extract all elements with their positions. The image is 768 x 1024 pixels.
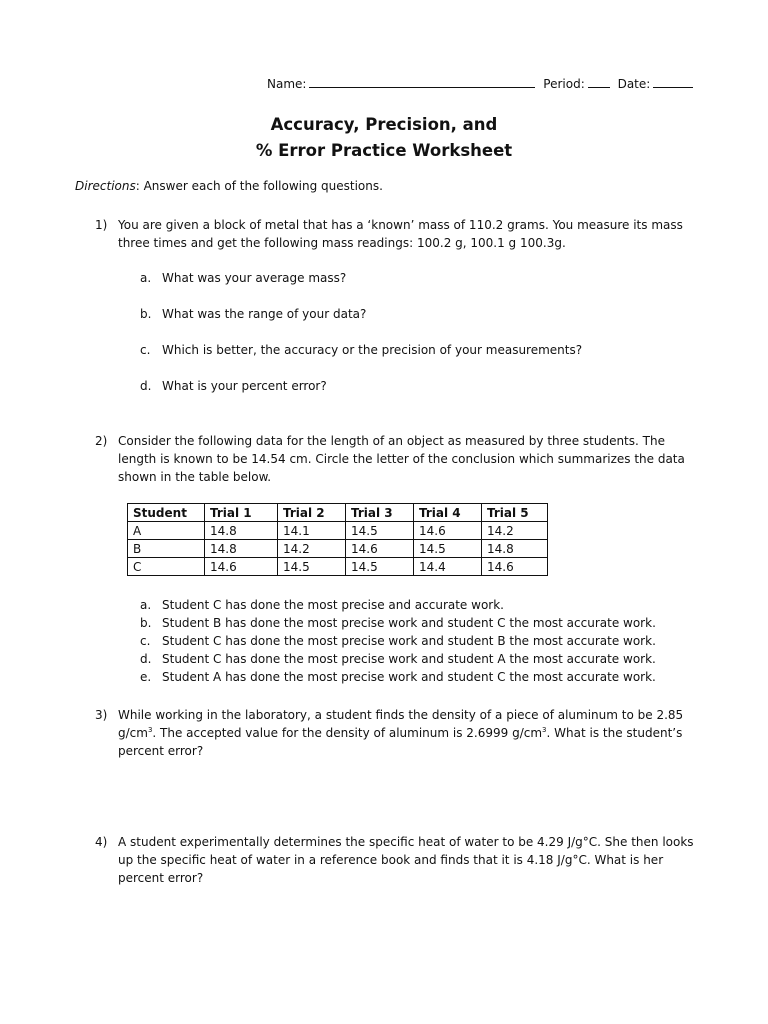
q2-option-b[interactable]: [140, 616, 656, 630]
q1-sub-c: [140, 343, 582, 357]
question-2: [95, 432, 705, 486]
period-blank: [588, 76, 610, 88]
table-header-row: [128, 504, 548, 522]
sub-letter: a.: [140, 271, 152, 285]
option-letter: e.: [140, 670, 152, 684]
sub-text: What was the range of your data?: [162, 307, 367, 321]
table-cell: 14.2: [482, 522, 548, 540]
option-text: Student C has done the most precise work and student A the most accurate work.: [162, 652, 656, 666]
option-text: Student C has done the most precise work and student B the most accurate work.: [162, 634, 656, 648]
option-text: Student C has done the most precise and accurate work.: [162, 598, 504, 612]
question-number: 2): [95, 434, 108, 448]
question-4: [95, 833, 705, 887]
q1-sub-b: [140, 307, 366, 321]
column-header: Trial 2: [278, 504, 346, 522]
column-header: Trial 3: [346, 504, 414, 522]
table-cell: 14.4: [414, 558, 482, 576]
worksheet-title-line1: Accuracy, Precision, and: [270, 115, 498, 134]
table-cell: 14.6: [346, 540, 414, 558]
question-3: [95, 706, 705, 760]
directions: [75, 179, 383, 193]
question-text: [118, 706, 705, 760]
question-text: You are given a block of metal that has a ‘known’ mass of 110.2 grams. You measure its mass three times and get the following mass readings: 100.2 g, 100.1 g 100.3g.: [118, 218, 683, 250]
sub-text: Which is better, the accuracy or the precision of your measurements?: [162, 343, 583, 357]
name-blank: [309, 76, 535, 88]
table-cell: 14.5: [278, 558, 346, 576]
q2-option-d[interactable]: [140, 652, 656, 666]
sub-text: What was your average mass?: [162, 271, 347, 285]
name-label: Name:: [267, 77, 307, 91]
table-cell: 14.8: [205, 522, 278, 540]
sub-text: What is your percent error?: [162, 379, 327, 393]
worksheet-title-line2: % Error Practice Worksheet: [255, 141, 513, 160]
option-text: Student A has done the most precise work and student C the most accurate work.: [162, 670, 656, 684]
q2-option-a[interactable]: [140, 598, 504, 612]
table-cell: 14.5: [346, 558, 414, 576]
column-header: Trial 4: [414, 504, 482, 522]
table-cell: 14.8: [482, 540, 548, 558]
table-cell: B: [128, 540, 205, 558]
column-header: Student: [128, 504, 205, 522]
table-cell: 14.5: [346, 522, 414, 540]
superscript: 3: [147, 726, 153, 734]
table-cell: 14.6: [414, 522, 482, 540]
question-number: 4): [95, 835, 108, 849]
sub-letter: c.: [140, 343, 151, 357]
question-number: 3): [95, 708, 108, 722]
q1-sub-a: [140, 271, 346, 285]
table-cell: 14.6: [205, 558, 278, 576]
q2-option-e[interactable]: [140, 670, 656, 684]
q1-sub-d: [140, 379, 327, 393]
table-row: [128, 522, 548, 540]
question-text-part: While working in the laboratory, a student finds the density of a piece of aluminum to be 2.85 g/cm: [118, 708, 684, 740]
q2-option-c[interactable]: [140, 634, 656, 648]
table-cell: 14.6: [482, 558, 548, 576]
date-label: Date:: [617, 77, 651, 91]
table-cell: 14.5: [414, 540, 482, 558]
table-cell: A: [128, 522, 205, 540]
question-1: [95, 216, 705, 252]
table-cell: 14.8: [205, 540, 278, 558]
sub-letter: b.: [140, 307, 152, 321]
student-info-header: [267, 76, 697, 91]
date-blank: [653, 76, 693, 88]
table-cell: C: [128, 558, 205, 576]
option-letter: c.: [140, 634, 151, 648]
question-text: A student experimentally determines the specific heat of water to be 4.29 J/g°C. She then looks up the specific heat of water in a reference book and finds that it is 4.18 J/g°C. What is her percent error?: [118, 835, 694, 885]
option-letter: a.: [140, 598, 152, 612]
period-label: Period:: [543, 77, 585, 91]
question-text: Consider the following data for the length of an object as measured by three students. The length is known to be 14.54 cm. Circle the letter of the conclusion which summarizes the data shown in the table below.: [118, 434, 685, 484]
table-row: [128, 558, 548, 576]
measurement-table: [127, 503, 548, 576]
column-header: Trial 5: [482, 504, 548, 522]
table-cell: 14.1: [278, 522, 346, 540]
question-text-part: . The accepted value for the density of aluminum is 2.6999 g/cm: [152, 726, 543, 740]
option-text: Student B has done the most precise work and student C the most accurate work.: [162, 616, 656, 630]
question-text-part: . What is the student’s percent error?: [118, 726, 683, 758]
directions-text: : Answer each of the following questions.: [135, 179, 383, 193]
sub-letter: d.: [140, 379, 152, 393]
question-number: 1): [95, 218, 108, 232]
table-row: [128, 540, 548, 558]
column-header: Trial 1: [205, 504, 278, 522]
option-letter: d.: [140, 652, 152, 666]
option-letter: b.: [140, 616, 152, 630]
table-cell: 14.2: [278, 540, 346, 558]
superscript: 3: [542, 726, 547, 734]
directions-label: Directions: [75, 179, 136, 193]
